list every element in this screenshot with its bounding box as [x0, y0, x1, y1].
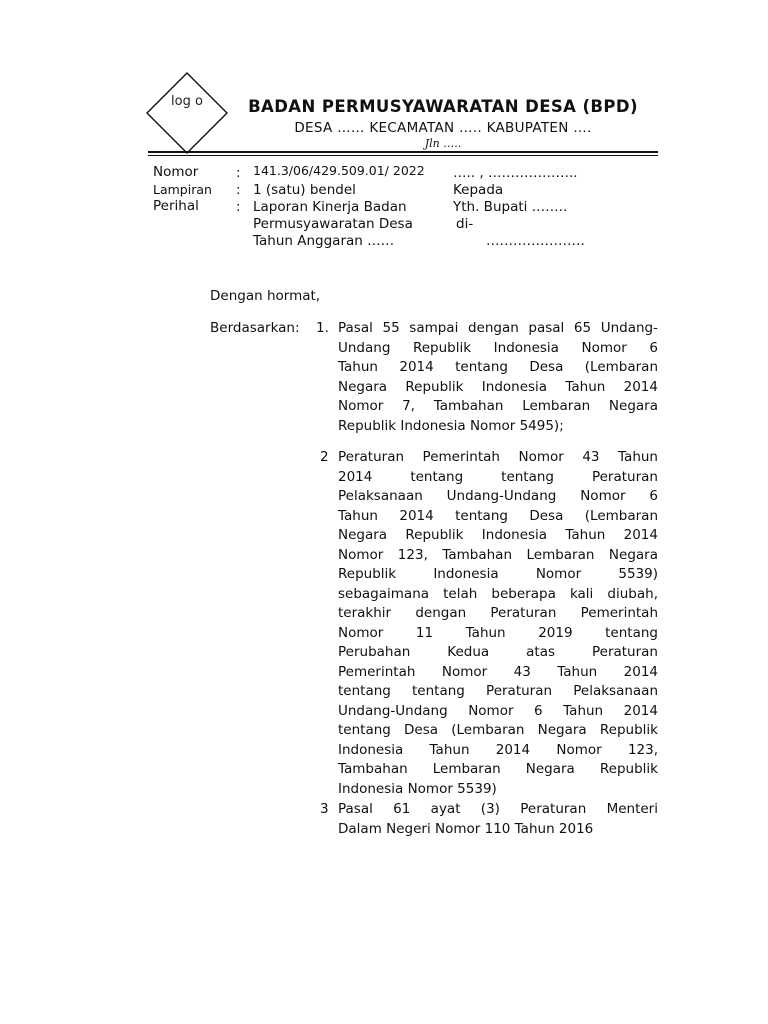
di-label: di- — [456, 216, 474, 232]
lampiran-value: 1 (satu) bendel — [253, 182, 356, 198]
organization-street: Jln ….. — [424, 137, 462, 150]
item-1-line: Nomor 7, Tambahan Lembaran Negara — [338, 398, 658, 414]
letterhead-rule-thick — [148, 151, 658, 153]
item-2-line: Tahun 2014 tentang Desa (Lembaran — [338, 507, 658, 524]
item-2-line: Perubahan Kedua atas Peraturan — [338, 644, 658, 660]
item-2-line: terakhir dengan Peraturan Pemerintah — [338, 605, 658, 621]
logo-diamond-icon — [146, 72, 228, 154]
perihal-label: Perihal — [153, 198, 199, 214]
organization-address: DESA …… KECAMATAN ….. KABUPATEN …. — [294, 120, 592, 136]
item-3-line: Dalam Negeri Nomor 110 Tahun 2016 — [338, 820, 594, 837]
item-2-line: Pemerintah Nomor 43 Tahun 2014 — [338, 663, 658, 680]
item-2-line: 2014 tentang tentang Peraturan — [338, 468, 658, 485]
item-2-line: Indonesia Nomor 5539) — [338, 780, 497, 797]
kepada-label: Kepada — [453, 182, 504, 198]
logo-text: log o — [171, 94, 203, 109]
perihal-colon: : — [236, 199, 241, 215]
perihal-line-3: Tahun Anggaran …… — [253, 233, 395, 249]
nomor-value: 141.3/06/429.509.01/ 2022 — [253, 163, 425, 178]
item-2-line: Negara Republik Indonesia Tahun 2014 — [338, 527, 658, 543]
perihal-line-2: Permusyawaratan Desa — [253, 216, 413, 232]
lampiran-colon: : — [236, 182, 241, 198]
item-2-line: Peraturan Pemerintah Nomor 43 Tahun — [338, 449, 658, 465]
item-2-line: tentang tentang Peraturan Pelaksanaan — [338, 683, 658, 699]
greeting: Dengan hormat, — [210, 288, 321, 304]
item-3-number: 3 — [320, 801, 329, 817]
recipient-address-dots: …………………. — [486, 233, 585, 249]
perihal-line-1: Laporan Kinerja Badan — [253, 199, 407, 215]
place-date: ….. , ……………….. — [453, 165, 578, 181]
letterhead-rule-thin — [148, 155, 658, 156]
item-2-line: Republik Indonesia Nomor 5539) — [338, 566, 658, 582]
item-1-line: Negara Republik Indonesia Tahun 2014 — [338, 378, 658, 395]
item-2-line: Indonesia Tahun 2014 Nomor 123, — [338, 741, 658, 758]
item-1-number: 1. — [316, 320, 329, 336]
item-1-text — [338, 319, 658, 436]
item-2-text — [338, 448, 658, 799]
recipient: Yth. Bupati …….. — [453, 199, 568, 215]
item-2-line: Tambahan Lembaran Negara Republik — [338, 761, 658, 777]
item-2-line: Nomor 11 Tahun 2019 tentang — [338, 624, 658, 641]
nomor-colon: : — [236, 165, 241, 181]
berdasarkan-label: Berdasarkan: — [210, 320, 300, 336]
item-2-line: Nomor 123, Tambahan Lembaran Negara — [338, 546, 658, 563]
item-2-line: Undang-Undang Nomor 6 Tahun 2014 — [338, 702, 658, 719]
nomor-label: Nomor — [153, 164, 199, 180]
item-1-line: Republik Indonesia Nomor 5495); — [338, 417, 564, 434]
item-1-line: Undang Republik Indonesia Nomor 6 — [338, 339, 658, 356]
item-2-number: 2 — [320, 449, 329, 465]
item-3-line: Pasal 61 ayat (3) Peraturan Menteri — [338, 801, 658, 817]
logo — [146, 72, 228, 154]
item-2-line: tentang Desa (Lembaran Negara Republik — [338, 722, 658, 738]
organization-name: BADAN PERMUSYAWARATAN DESA (BPD) — [248, 97, 638, 116]
lampiran-label: Lampiran — [153, 182, 212, 197]
item-1-line: Tahun 2014 tentang Desa (Lembaran — [338, 359, 658, 375]
item-3-text — [338, 800, 658, 839]
item-2-line: sebagaimana telah beberapa kali diubah, — [338, 585, 658, 602]
item-2-line: Pelaksanaan Undang-Undang Nomor 6 — [338, 488, 658, 504]
item-1-line: Pasal 55 sampai dengan pasal 65 Undang- — [338, 320, 658, 336]
